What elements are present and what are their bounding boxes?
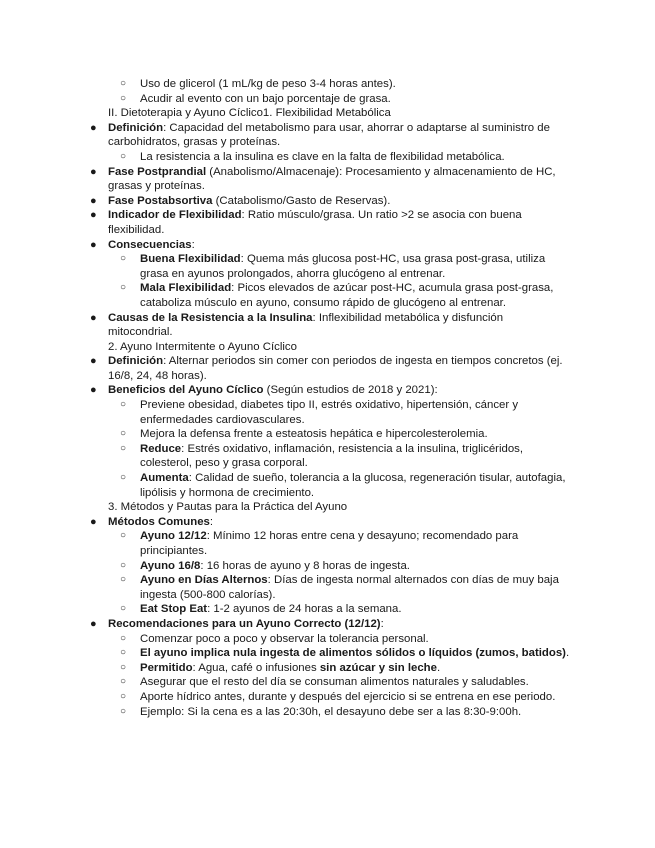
bullet-hollow-icon: ○ [120, 603, 127, 615]
text-run: : Capacidad del metabolismo para usar, ahorrar o adaptarse al suministro de carbohidratos, grasas y proteínas. [108, 121, 550, 149]
text-run: : Mínimo 12 horas entre cena y desayuno; recomendado para principiantes. [140, 530, 519, 557]
text-run: Asegurar que el resto del día se consuman alimentos naturales y saludables. [140, 676, 529, 689]
list-item [0, 661, 570, 676]
text-run: : [209, 515, 214, 528]
list-item [0, 559, 570, 574]
bold-term: Permitido [140, 661, 193, 674]
text-run: : Quema más glucosa post-HC, usa grasa post-grasa, utiliza grasa en ayunos prolongados, ahorra glucógeno al entrenar. [140, 253, 546, 280]
list-item [0, 442, 570, 471]
text-run: Mejora la defensa frente a esteatosis hepática e hipercolesterolemia. [140, 428, 488, 441]
bullet-hollow-icon: ○ [120, 92, 127, 104]
bullet-filled-icon: ● [90, 617, 97, 630]
text-run: 3. Métodos y Pautas para la Práctica del Ayuno [108, 501, 348, 514]
bold-term: Beneficios del Ayuno Cíclico [108, 384, 264, 397]
bold-term: Definición [108, 121, 164, 134]
bold-term: Recomendaciones para un Ayuno Correcto (12/12) [108, 617, 381, 630]
section-heading [0, 340, 568, 355]
list-item [0, 705, 570, 720]
text-run: : Calidad de sueño, tolerancia a la glucosa, regeneración tisular, autofagia, lipólisis y hormona de crecimiento. [140, 472, 566, 499]
bullet-hollow-icon: ○ [120, 253, 127, 265]
bold-term: Buena Flexibilidad [140, 253, 241, 266]
bullet-hollow-icon: ○ [120, 705, 127, 717]
bold-term: El ayuno implica nula ingesta de alimentos sólidos o líquidos (zumos, batidos) [140, 647, 566, 660]
bold-term: Mala Flexibilidad [140, 282, 232, 295]
text-run: (Según estudios de 2018 y 2021): [263, 384, 438, 397]
bold-term: Fase Postprandial [108, 165, 207, 178]
text-run: : Inflexibilidad metabólica y disfunción mitocondrial. [108, 311, 504, 339]
section-heading [0, 500, 568, 515]
document-body [0, 77, 655, 719]
bullet-hollow-icon: ○ [120, 676, 127, 688]
bullet-hollow-icon: ○ [120, 472, 127, 484]
bullet-hollow-icon: ○ [120, 282, 127, 294]
bold-term: Consecuencias [108, 238, 192, 251]
bullet-filled-icon: ● [90, 515, 97, 528]
list-item [0, 690, 570, 705]
bold-term: Métodos Comunes [108, 515, 210, 528]
bullet-filled-icon: ● [90, 121, 97, 134]
section-heading [0, 106, 568, 121]
list-item [0, 238, 568, 253]
list-item [0, 92, 570, 107]
text-run: Aporte hídrico antes, durante y después del ejercicio si se entrena en ese periodo. [140, 690, 556, 703]
list-item [0, 165, 568, 194]
list-item [0, 632, 570, 647]
text-run: : 1-2 ayunos de 24 horas a la semana. [207, 603, 402, 616]
text-run: . [565, 647, 570, 660]
bullet-hollow-icon: ○ [120, 150, 127, 162]
bold-term: Reduce [140, 442, 182, 455]
list-item [0, 646, 570, 661]
bold-term: Ayuno 12/12 [140, 530, 207, 543]
text-run: (Anabolismo/Almacenaje): Procesamiento y almacenamiento de HC, grasas y proteínas. [108, 165, 556, 193]
list-item [0, 602, 570, 617]
bold-term: Definición [108, 355, 164, 368]
list-item [0, 252, 570, 281]
bullet-hollow-icon: ○ [120, 530, 127, 542]
bullet-hollow-icon: ○ [120, 647, 127, 659]
text-run: : 16 horas de ayuno y 8 horas de ingesta. [200, 559, 410, 572]
list-item [0, 427, 570, 442]
text-run: : Alternar periodos sin comer con periodos de ingesta en tiempos concretos (ej. 16/8, 24, 48 horas). [108, 355, 563, 382]
bullet-filled-icon: ● [90, 165, 97, 178]
list-item [0, 398, 570, 427]
list-item [0, 515, 568, 530]
bold-term: sin azúcar y sin leche [319, 661, 437, 674]
bullet-hollow-icon: ○ [120, 78, 127, 89]
list-item [0, 675, 570, 690]
bullet-hollow-icon: ○ [120, 442, 127, 454]
text-run: Comenzar poco a poco y observar la tolerancia personal. [140, 632, 429, 645]
bullet-filled-icon: ● [90, 384, 97, 397]
bold-term: Eat Stop Eat [140, 603, 208, 616]
bullet-filled-icon: ● [90, 194, 97, 207]
list-item [0, 281, 570, 310]
list-item [0, 471, 570, 500]
text-run: II. Dietoterapia y Ayuno Cíclico1. Flexibilidad Metabólica [108, 107, 391, 120]
text-run: : Estrés oxidativo, inflamación, resistencia a la insulina, triglicéridos, colesterol, peso y grasa corporal. [140, 442, 524, 470]
bullet-hollow-icon: ○ [120, 574, 127, 586]
bullet-hollow-icon: ○ [120, 399, 127, 411]
bullet-filled-icon: ● [90, 355, 97, 368]
list-item [0, 617, 568, 632]
text-run: Uso de glicerol (1 mL/kg de peso 3-4 horas antes). [140, 78, 396, 90]
text-run: 2. Ayuno Intermitente o Ayuno Cíclico [108, 340, 297, 353]
bullet-hollow-icon: ○ [120, 632, 127, 644]
bold-term: Ayuno en Días Alternos [140, 574, 268, 587]
bold-term: Indicador de Flexibilidad [108, 209, 242, 222]
list-item [0, 529, 570, 558]
list-item [0, 194, 568, 209]
bold-term: Ayuno 16/8 [140, 559, 201, 572]
bullet-filled-icon: ● [90, 209, 97, 222]
text-run: . [436, 661, 441, 674]
text-run: Acudir al evento con un bajo porcentaje de grasa. [140, 92, 391, 105]
bullet-filled-icon: ● [90, 311, 97, 324]
bullet-hollow-icon: ○ [120, 428, 127, 440]
list-item [0, 311, 568, 340]
list-item [0, 150, 570, 165]
text-run: : Días de ingesta normal alternados con días de muy baja ingesta (500-800 calorías). [140, 574, 559, 601]
text-run: : [191, 238, 195, 251]
text-run: : Agua, café o infusiones [192, 661, 320, 674]
list-item [0, 573, 570, 602]
text-run: : [380, 617, 384, 630]
bold-term: Fase Postabsortiva [108, 194, 213, 207]
text-run: (Catabolismo/Gasto de Reservas). [212, 194, 391, 207]
list-item [0, 354, 568, 383]
text-run: Ejemplo: Si la cena es a las 20:30h, el desayuno debe ser a las 8:30-9:00h. [140, 705, 522, 718]
list-item [0, 383, 568, 398]
bullet-hollow-icon: ○ [120, 661, 127, 673]
list-item [0, 77, 570, 92]
bold-term: Causas de la Resistencia a la Insulina [108, 311, 313, 324]
list-item [0, 121, 568, 150]
text-run: : Picos elevados de azúcar post-HC, acumula grasa post-grasa, cataboliza músculo en ayuno, consumo rápido de glucógeno al entrenar. [140, 282, 554, 309]
bold-term: Aumenta [140, 472, 189, 485]
text-run: Previene obesidad, diabetes tipo II, estrés oxidativo, hipertensión, cáncer y enfermedades cardiovasculares. [140, 399, 519, 426]
list-item [0, 208, 568, 237]
text-run: : Ratio músculo/grasa. Un ratio >2 se asocia con buena flexibilidad. [108, 209, 522, 236]
bullet-hollow-icon: ○ [120, 559, 127, 571]
bullet-filled-icon: ● [90, 238, 97, 251]
text-run: La resistencia a la insulina es clave en la falta de flexibilidad metabólica. [140, 150, 505, 163]
bullet-hollow-icon: ○ [120, 690, 127, 702]
